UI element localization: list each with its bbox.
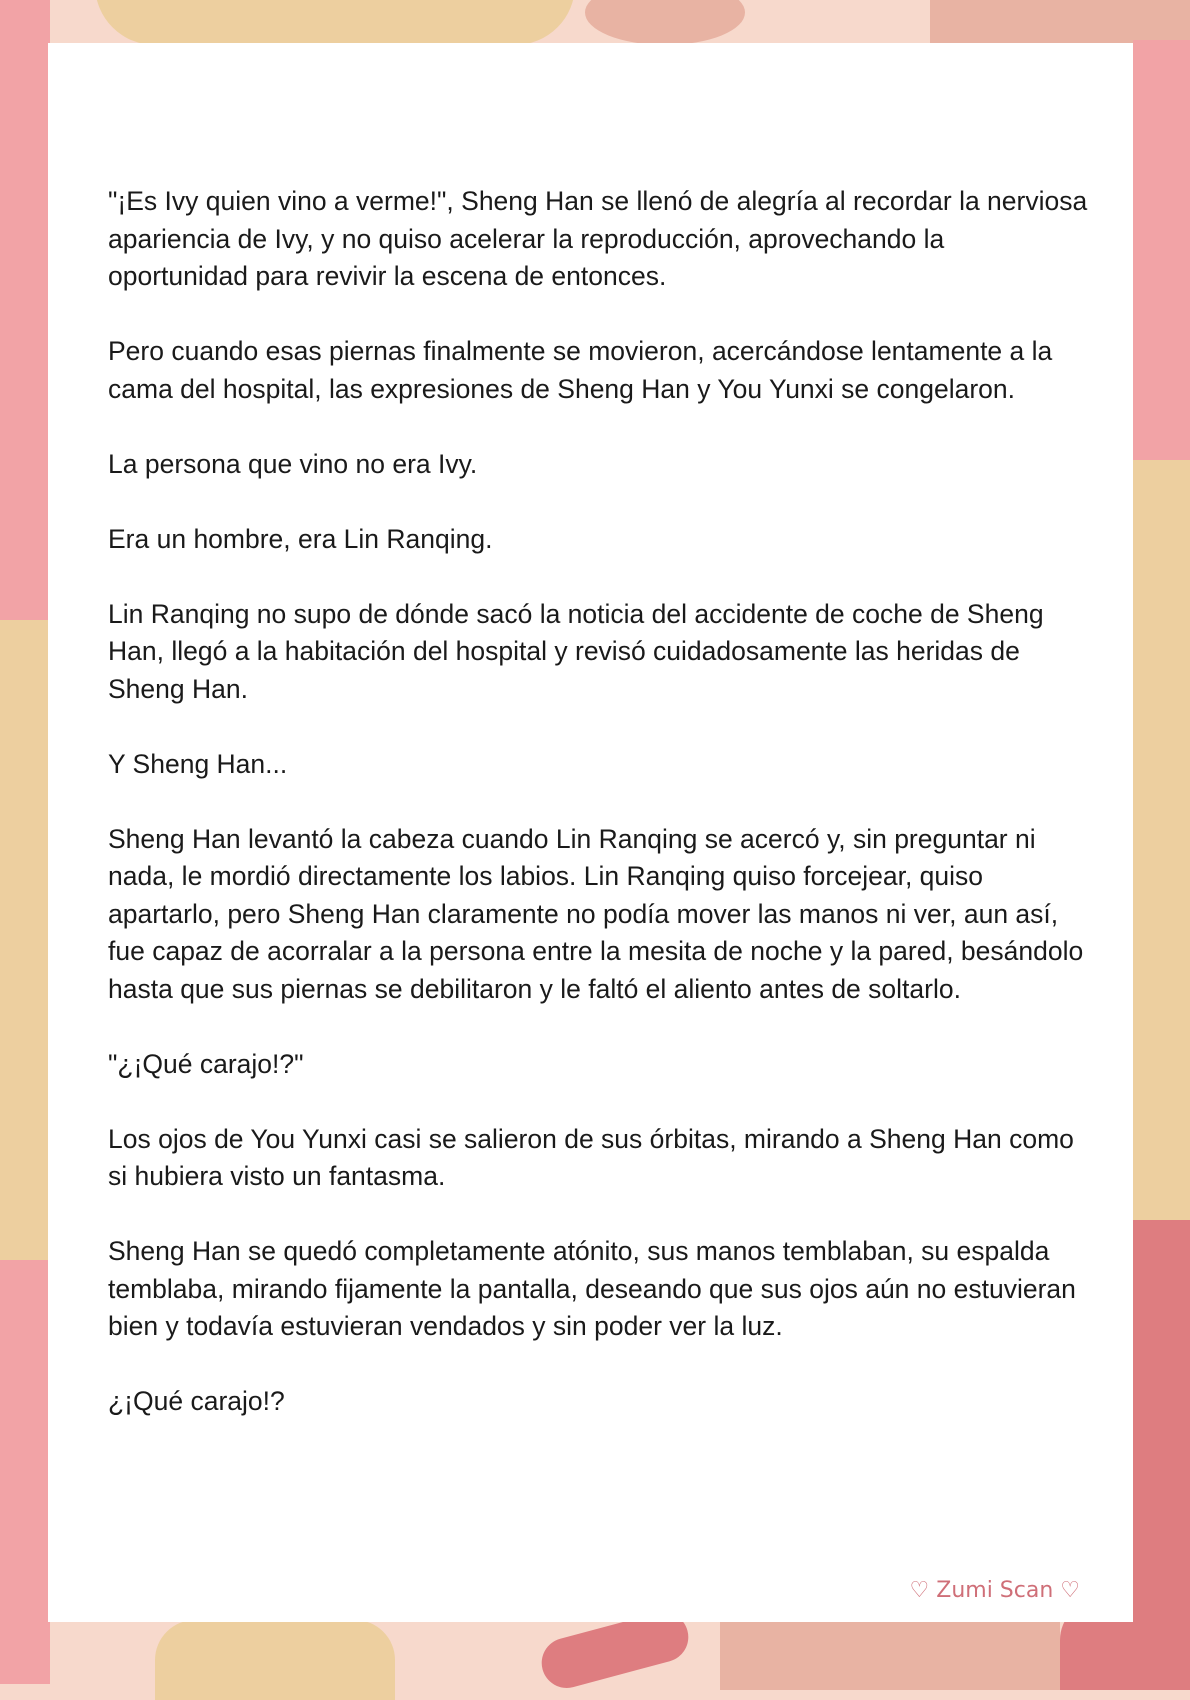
decor-pink-left-top (0, 0, 50, 620)
decor-salmon-top (585, 0, 745, 45)
decor-salmon-top-right (930, 0, 1190, 45)
decor-pink-left-bottom (0, 1260, 50, 1684)
decor-beige-right (1133, 460, 1190, 1220)
decor-beige-top (95, 0, 575, 45)
scanlation-credit: ♡ Zumi Scan ♡ (909, 1578, 1080, 1603)
paragraph: La persona que vino no era Ivy. (108, 448, 478, 479)
paragraph: Pero cuando esas piernas finalmente se movieron, acercándose lentamente a la cama del hospital, las expresiones de Sheng Han y You Yunxi se congelaron. (108, 336, 1053, 404)
chapter-text (108, 183, 1088, 1458)
paragraph: "¿¡Qué carajo!?" (108, 1048, 304, 1079)
decor-salmon-bottom (720, 1620, 1060, 1690)
paragraph: Los ojos de You Yunxi casi se salieron de sus órbitas, mirando a Sheng Han como si hubiera visto un fantasma. (108, 1123, 1074, 1191)
paragraph: Y Sheng Han... (108, 748, 288, 779)
paragraph: Era un hombre, era Lin Ranqing. (108, 523, 493, 554)
paragraph: ¿¡Qué carajo!? (108, 1386, 285, 1416)
decor-beige-left (0, 620, 50, 1260)
paragraph: Lin Ranqing no supo de dónde sacó la noticia del accidente de coche de Sheng Han, llegó a la habitación del hospital y revisó cuidadosamente las heridas de Sheng Han. (108, 598, 1044, 704)
decor-pink-right-top (1133, 40, 1190, 460)
paragraph: Sheng Han se quedó completamente atónito, sus manos temblaban, su espalda temblaba, mirando fijamente la pantalla, deseando que sus ojos aún no estuvieran bien y todavía estuvieran vendados y sin poder ver la luz. (108, 1236, 1076, 1341)
decor-beige-bottom (155, 1620, 395, 1700)
paragraph: Sheng Han levantó la cabeza cuando Lin Ranqing se acercó y, sin preguntar ni nada, le mordió directamente los labios. Lin Ranqing quiso forcejear, quiso apartarlo, pero Sheng Han claramente no podía mover las manos ni ver, aun así, fue capaz de acorralar a la persona entre la mesita de noche y la pared, besándolo hasta que sus piernas se debilitaron y le faltó el aliento antes de soltarlo. (108, 823, 1084, 1004)
paragraph: "¡Es Ivy quien vino a verme!", Sheng Han se llenó de alegría al recordar la nerviosa apariencia de Ivy, y no quiso acelerar la reproducción, aprovechando la oportunidad para revivir la escena de entonces. (108, 186, 1088, 291)
